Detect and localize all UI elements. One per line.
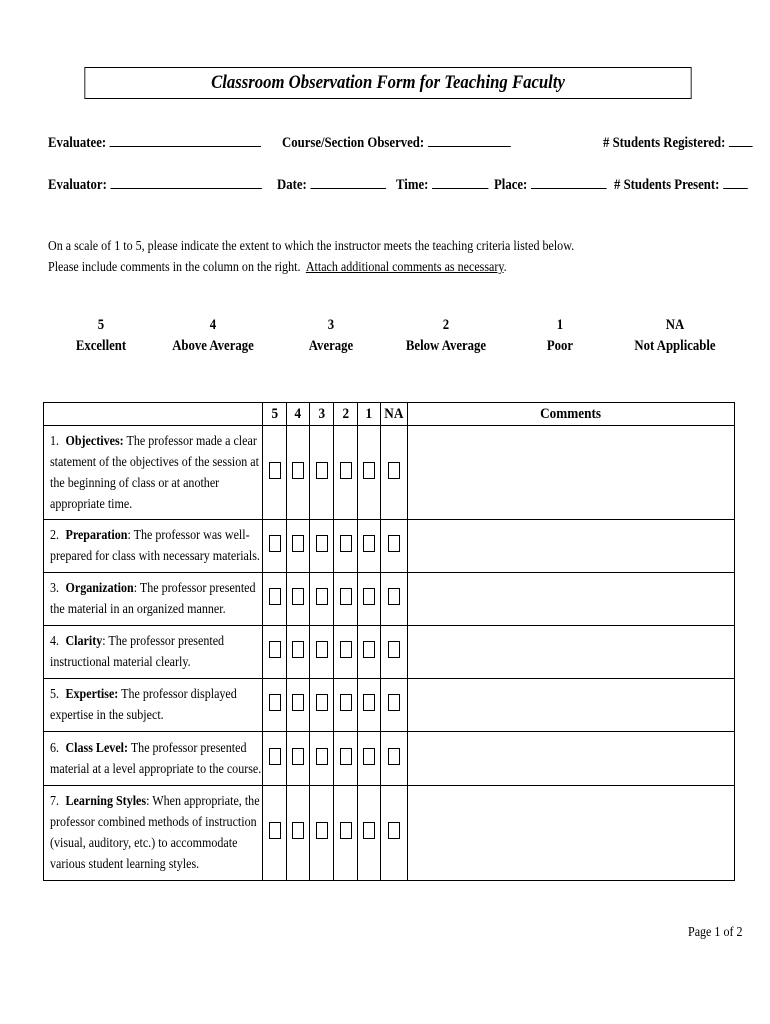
instructions-line-2: Please include comments in the column on the right. Attach additional comments as necessary.: [48, 260, 507, 275]
comments-cell[interactable]: [408, 573, 735, 626]
criterion-objectives: 1. Objectives: The professor made a clear statement of the objectives of the session at the beginning of class or at another appropriate time.: [44, 426, 263, 520]
checkbox-4[interactable]: [292, 535, 304, 552]
checkbox-4[interactable]: [292, 748, 304, 765]
comments-cell[interactable]: [408, 426, 735, 520]
checkbox-5[interactable]: [269, 641, 281, 658]
criterion-learning-styles: 7. Learning Styles: When appropriate, the professor combined methods of instruction (visual, auditory, etc.) to accommodate various student learning styles.: [44, 786, 263, 881]
checkbox-na[interactable]: [388, 822, 400, 839]
header-4: 4: [287, 403, 310, 426]
date-label: Date:: [277, 177, 307, 193]
time-line[interactable]: [432, 174, 488, 189]
criteria-header: [44, 403, 263, 426]
checkbox-5[interactable]: [269, 694, 281, 711]
present-line[interactable]: [723, 174, 748, 189]
instructions: [48, 236, 574, 278]
checkbox-na[interactable]: [388, 694, 400, 711]
present-field[interactable]: [614, 174, 748, 194]
registered-label: # Students Registered:: [603, 135, 726, 151]
table-row: [44, 679, 735, 732]
comments-header: Comments: [408, 403, 735, 426]
checkbox-1[interactable]: [363, 694, 375, 711]
criterion-class-level: 6. Class Level: The professor presented material at a level appropriate to the course.: [44, 732, 263, 786]
scale-4: 4 Above Average: [172, 317, 254, 354]
checkbox-2[interactable]: [340, 462, 352, 479]
course-line[interactable]: [428, 132, 511, 147]
table-row: [44, 573, 735, 626]
evaluation-table: [43, 402, 735, 881]
criterion-preparation: 2. Preparation: The professor was well-prepared for class with necessary materials.: [44, 520, 263, 573]
place-label: Place:: [494, 177, 528, 193]
present-label: # Students Present:: [614, 177, 720, 193]
header-2: 2: [334, 403, 358, 426]
checkbox-2[interactable]: [340, 694, 352, 711]
scale-3: 3 Average: [308, 317, 354, 354]
checkbox-1[interactable]: [363, 462, 375, 479]
time-label: Time:: [396, 177, 429, 193]
evaluator-line[interactable]: [110, 174, 261, 189]
table-row: [44, 732, 735, 786]
evaluator-field[interactable]: [48, 174, 262, 194]
scale-2: 2 Below Average: [405, 317, 487, 354]
header-na: NA: [381, 403, 408, 426]
checkbox-2[interactable]: [340, 641, 352, 658]
checkbox-1[interactable]: [363, 535, 375, 552]
criterion-expertise: 5. Expertise: The professor displayed expertise in the subject.: [44, 679, 263, 732]
place-field[interactable]: [494, 174, 607, 194]
checkbox-3[interactable]: [316, 748, 328, 765]
checkbox-5[interactable]: [269, 588, 281, 605]
place-line[interactable]: [531, 174, 607, 189]
checkbox-2[interactable]: [340, 535, 352, 552]
checkbox-na[interactable]: [388, 641, 400, 658]
course-label: Course/Section Observed:: [282, 135, 425, 151]
header-3: 3: [310, 403, 334, 426]
checkbox-4[interactable]: [292, 694, 304, 711]
comments-cell[interactable]: [408, 520, 735, 573]
course-field[interactable]: [282, 132, 510, 152]
form-title: Classroom Observation Form for Teaching Faculty: [84, 67, 691, 99]
comments-cell[interactable]: [408, 626, 735, 679]
checkbox-na[interactable]: [388, 535, 400, 552]
registered-field[interactable]: [603, 132, 753, 152]
attach-comments-note: Attach additional comments as necessary: [305, 260, 504, 275]
checkbox-3[interactable]: [316, 641, 328, 658]
table-row: [44, 786, 735, 881]
criterion-clarity: 4. Clarity: The professor presented instructional material clearly.: [44, 626, 263, 679]
checkbox-4[interactable]: [292, 462, 304, 479]
comments-cell[interactable]: [408, 732, 735, 786]
criterion-organization: 3. Organization: The professor presented the material in an organized manner.: [44, 573, 263, 626]
registered-line[interactable]: [729, 132, 753, 147]
checkbox-4[interactable]: [292, 588, 304, 605]
checkbox-3[interactable]: [316, 535, 328, 552]
checkbox-3[interactable]: [316, 822, 328, 839]
header-5: 5: [263, 403, 287, 426]
header-1: 1: [358, 403, 381, 426]
checkbox-1[interactable]: [363, 748, 375, 765]
evaluatee-line[interactable]: [110, 132, 261, 147]
scale-1: 1 Poor: [546, 317, 574, 354]
checkbox-3[interactable]: [316, 694, 328, 711]
checkbox-1[interactable]: [363, 822, 375, 839]
checkbox-3[interactable]: [316, 588, 328, 605]
evaluatee-label: Evaluatee:: [48, 135, 107, 151]
table-row: [44, 520, 735, 573]
evaluator-label: Evaluator:: [48, 177, 107, 193]
checkbox-2[interactable]: [340, 748, 352, 765]
scale-na: NA Not Applicable: [634, 317, 716, 354]
checkbox-1[interactable]: [363, 588, 375, 605]
checkbox-5[interactable]: [269, 748, 281, 765]
checkbox-3[interactable]: [316, 462, 328, 479]
checkbox-na[interactable]: [388, 748, 400, 765]
checkbox-4[interactable]: [292, 822, 304, 839]
checkbox-2[interactable]: [340, 822, 352, 839]
comments-cell[interactable]: [408, 786, 735, 881]
checkbox-1[interactable]: [363, 641, 375, 658]
date-field[interactable]: [277, 174, 386, 194]
table-header-row: [44, 403, 735, 426]
checkbox-na[interactable]: [388, 462, 400, 479]
checkbox-5[interactable]: [269, 822, 281, 839]
checkbox-4[interactable]: [292, 641, 304, 658]
checkbox-na[interactable]: [388, 588, 400, 605]
time-field[interactable]: [396, 174, 488, 194]
table-row: [44, 426, 735, 520]
checkbox-5[interactable]: [269, 462, 281, 479]
page-number: Page 1 of 2: [688, 925, 743, 940]
comments-cell[interactable]: [408, 679, 735, 732]
scale-5: 5 Excellent: [75, 317, 127, 354]
evaluatee-field[interactable]: [48, 132, 261, 152]
date-line[interactable]: [310, 174, 386, 189]
instructions-line-1: On a scale of 1 to 5, please indicate the extent to which the instructor meets the teaching criteria listed below.: [48, 239, 575, 254]
table-row: [44, 626, 735, 679]
checkbox-2[interactable]: [340, 588, 352, 605]
checkbox-5[interactable]: [269, 535, 281, 552]
